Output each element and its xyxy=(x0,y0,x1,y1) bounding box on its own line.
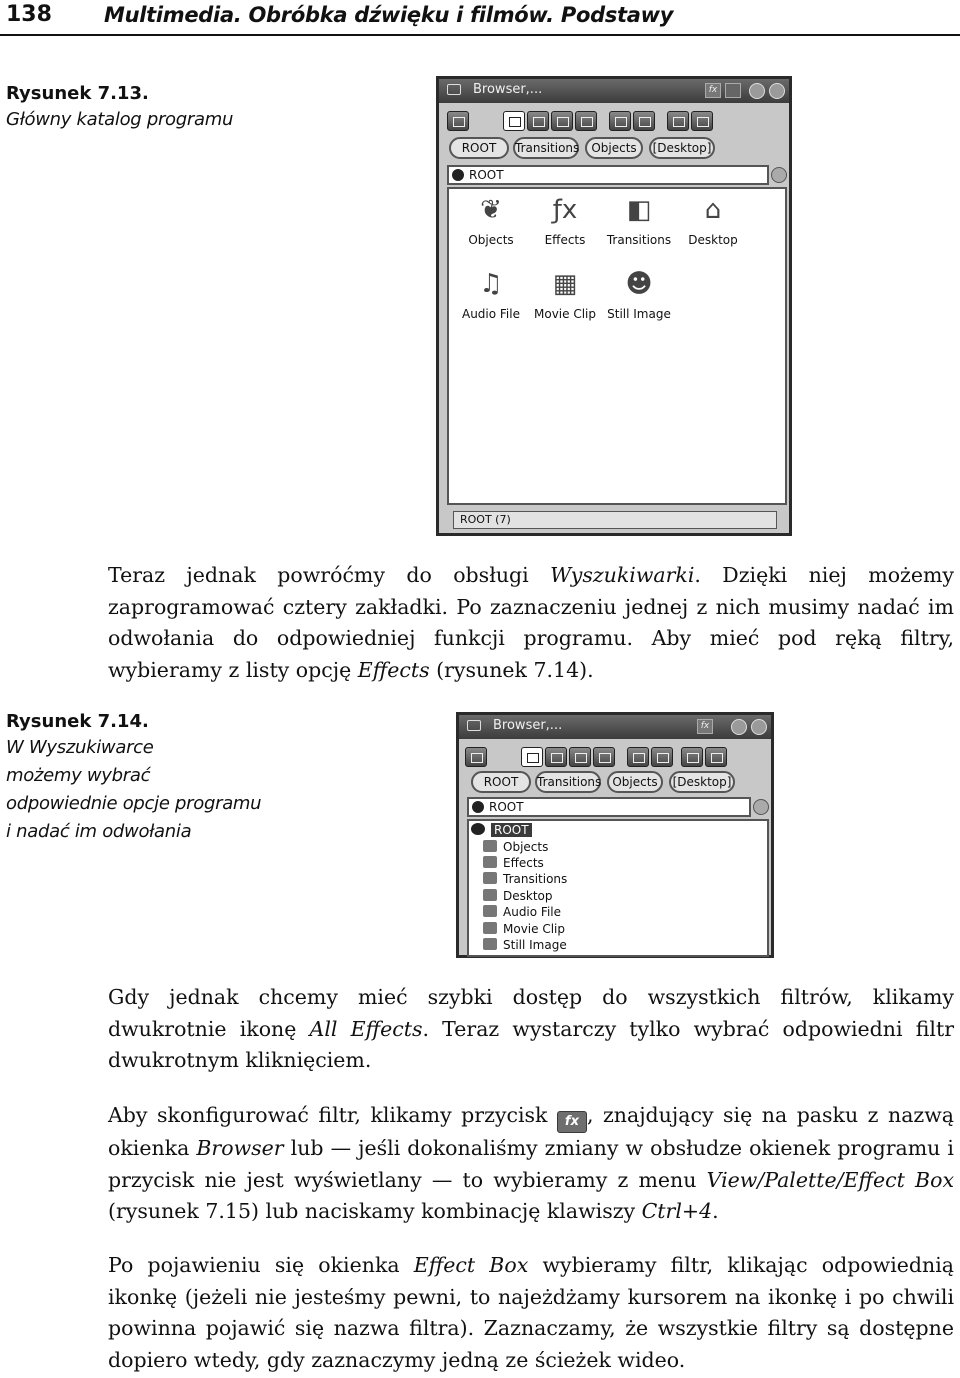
window-title: Browser,... xyxy=(493,718,563,733)
paragraph-2: Gdy jednak chcemy mieć szybki dostęp do wszystkich filtrów, klikamy dwukrotnie ikonę All Effects. Teraz wystarczy tylko wybrać odpowiedni filtr dwukrotnym kliknięciem. xyxy=(108,985,954,1072)
figure-label: Rysunek 7.13. xyxy=(6,83,149,104)
path-dropdown-button[interactable] xyxy=(753,799,769,815)
transitions-icon: ◧ xyxy=(626,195,652,225)
toolbar-list-view-button[interactable] xyxy=(545,747,567,767)
grid-item-objects[interactable] xyxy=(449,193,533,247)
root-icon xyxy=(471,823,485,835)
toolbar-icon-view-button[interactable] xyxy=(503,111,525,131)
browser-window-grid xyxy=(436,76,792,536)
grid-item-desktop[interactable] xyxy=(671,193,755,247)
fx-button[interactable]: fx xyxy=(697,719,713,734)
toolbar-preview-button[interactable] xyxy=(667,111,689,131)
paragraph-4: Po pojawieniu się okienka Effect Box wybieramy filtr, klikając odpowiednią ikonkę (jeżeli nie jesteśmy pewni, to najeżdżamy kursorem na ikonkę i po chwili powinna pojawić się nazwa filtra). Zaznaczamy, że wszystkie filtry są dostępne dopiero wtedy, gdy zaznaczymy jedną ze ścieżek wideo. xyxy=(108,1253,954,1372)
window-mode-button[interactable] xyxy=(725,83,741,98)
item-label: Movie Clip xyxy=(534,307,596,321)
close-button[interactable] xyxy=(751,719,767,735)
tab-desktop[interactable]: [Desktop] xyxy=(669,771,735,793)
item-label: Audio File xyxy=(461,307,520,321)
grid-item-movie-clip[interactable] xyxy=(523,267,607,321)
toolbar-properties-button[interactable] xyxy=(705,747,727,767)
tab-desktop[interactable]: [Desktop] xyxy=(649,137,715,159)
audio-file-icon: ♫ xyxy=(479,269,503,299)
toolbar-edit-button[interactable] xyxy=(651,747,673,767)
item-label: Desktop xyxy=(688,233,738,247)
tree-item-audio-file[interactable]: Audio File xyxy=(483,904,561,920)
icon-grid xyxy=(447,187,787,505)
movie-clip-icon: ▦ xyxy=(552,269,578,299)
tab-transitions[interactable]: Transitions xyxy=(535,771,601,793)
toolbar-properties-button[interactable] xyxy=(691,111,713,131)
page-number: 138 xyxy=(6,2,52,27)
close-button[interactable] xyxy=(769,83,785,99)
tree-list xyxy=(467,819,769,957)
grid-item-still-image[interactable] xyxy=(597,267,681,321)
path-text: ROOT xyxy=(489,800,524,814)
paragraph-1: Teraz jednak powróćmy do obsługi Wyszukiwarki. Dzięki niej możemy zaprogramować cztery zakładki. Po zaznaczeniu jednej z nich musimy nadać im odwołania do odpowiedniej funkcji programu. Aby mieć pod ręką filtry, wybieramy z listy opcję Effects (rysunek 7.14). xyxy=(108,563,954,682)
figure-caption-2 xyxy=(6,710,261,846)
grid-item-effects[interactable] xyxy=(523,193,607,247)
still-image-icon: ☻ xyxy=(625,269,653,299)
window-title: Browser,... xyxy=(473,82,543,97)
toolbar-view-button[interactable] xyxy=(447,111,469,131)
caption-line: możemy wybrać xyxy=(6,765,151,786)
figure-caption-1 xyxy=(6,82,233,134)
effects-icon xyxy=(483,856,497,868)
path-dropdown-button[interactable] xyxy=(771,167,787,183)
toolbar-new-folder-button[interactable] xyxy=(609,111,631,131)
root-icon xyxy=(472,801,484,813)
toolbar-new-folder-button[interactable] xyxy=(627,747,649,767)
item-label: Still Image xyxy=(607,307,671,321)
toolbar-details-view-button[interactable] xyxy=(551,111,573,131)
tree-item-effects[interactable]: Effects xyxy=(483,855,544,871)
tree-item-movie-clip[interactable]: Movie Clip xyxy=(483,921,565,937)
audio-file-icon xyxy=(483,905,497,917)
path-bar[interactable] xyxy=(467,797,751,817)
window-titlebar xyxy=(439,79,789,103)
item-label: Objects xyxy=(468,233,514,247)
minimize-button[interactable] xyxy=(731,719,747,735)
tree-item-root[interactable]: ROOT xyxy=(471,822,532,838)
movie-clip-icon xyxy=(483,922,497,934)
tab-objects[interactable]: Objects xyxy=(607,771,663,793)
tree-item-objects[interactable]: Objects xyxy=(483,839,548,855)
browser-window-tree xyxy=(456,712,774,958)
tab-root[interactable]: ROOT xyxy=(449,137,509,159)
tab-transitions[interactable]: Transitions xyxy=(513,137,579,159)
figure-caption-text: Główny katalog programu xyxy=(6,109,234,130)
transitions-icon xyxy=(483,872,497,884)
root-icon xyxy=(452,169,464,181)
toolbar-view-button[interactable] xyxy=(465,747,487,767)
toolbar-icon-view-button[interactable] xyxy=(521,747,543,767)
caption-line: i nadać im odwołania xyxy=(6,821,192,842)
status-bar: ROOT (7) xyxy=(453,511,777,529)
toolbar-details-view-button[interactable] xyxy=(569,747,591,767)
paragraph-3: Aby skonfigurować filtr, klikamy przycisk fx , znajdujący się na pasku z nazwą okienka Browser lub — jeśli dokonaliśmy zmiany w obsłudze okienek programu i przycisk nie jest wyświetlany — to wybieramy z menu View/Palette/Effect Box (rysunek 7.15) lub naciskamy kombinację klawiszy Ctrl+4. xyxy=(108,1103,955,1223)
tab-objects[interactable]: Objects xyxy=(585,137,643,159)
tree-item-desktop[interactable]: Desktop xyxy=(483,888,553,904)
figure-label: Rysunek 7.14. xyxy=(6,711,149,732)
desktop-icon: ⌂ xyxy=(704,195,722,225)
path-bar[interactable] xyxy=(447,165,769,185)
minimize-button[interactable] xyxy=(749,83,765,99)
toolbar-grid-view-button[interactable] xyxy=(593,747,615,767)
chapter-title: Multimedia. Obróbka dźwięku i filmów. Podstawy xyxy=(104,3,674,27)
item-label: Transitions xyxy=(606,233,672,247)
desktop-icon xyxy=(483,889,497,901)
running-header xyxy=(0,0,960,36)
toolbar-preview-button[interactable] xyxy=(681,747,703,767)
tree-item-transitions[interactable]: Transitions xyxy=(483,871,567,887)
objects-icon: ❦ xyxy=(480,195,502,225)
tree-item-still-image[interactable]: Still Image xyxy=(483,937,567,953)
fx-button[interactable]: fx xyxy=(705,83,721,98)
objects-icon xyxy=(483,840,497,852)
grid-item-audio-file[interactable] xyxy=(449,267,533,321)
toolbar-list-view-button[interactable] xyxy=(527,111,549,131)
path-text: ROOT xyxy=(469,168,504,182)
window-titlebar xyxy=(459,715,771,739)
caption-line: odpowiednie opcje programu xyxy=(6,793,262,814)
still-image-icon xyxy=(483,938,497,950)
folder-icon xyxy=(467,720,481,731)
toolbar-edit-button[interactable] xyxy=(633,111,655,131)
grid-item-transitions[interactable] xyxy=(597,193,681,247)
fx-icon: fx xyxy=(557,1111,587,1133)
tab-root[interactable]: ROOT xyxy=(471,771,531,793)
item-label: Effects xyxy=(544,233,586,247)
caption-line: W Wyszukiwarce xyxy=(6,737,154,758)
folder-icon xyxy=(447,84,461,95)
toolbar-grid-view-button[interactable] xyxy=(575,111,597,131)
effects-icon: ƒx xyxy=(552,195,578,225)
